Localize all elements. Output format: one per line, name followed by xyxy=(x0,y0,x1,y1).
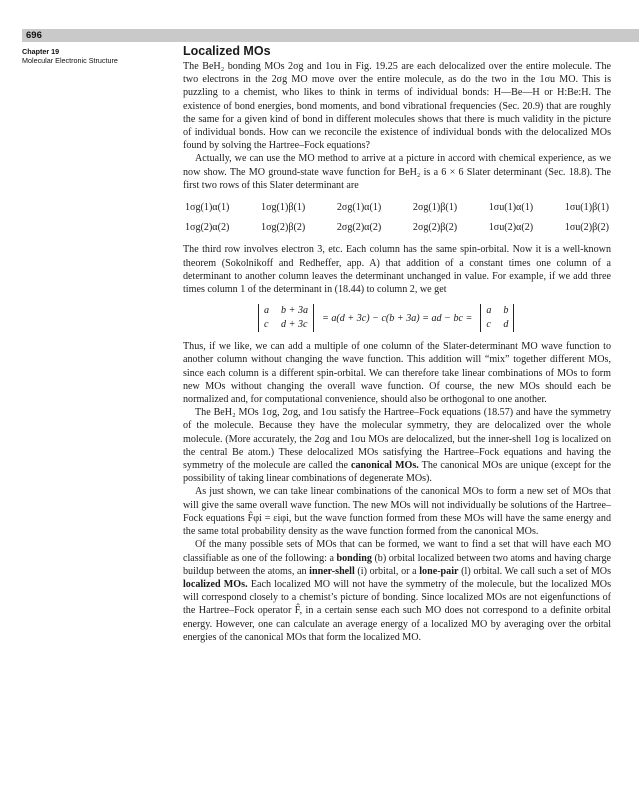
matrix-entry: d xyxy=(503,319,509,331)
term-inner-shell: inner-shell xyxy=(309,565,355,577)
term-canonical-mos: canonical MOs. xyxy=(351,460,419,472)
det-cell: 1σg(2)β(2) xyxy=(261,222,306,234)
det-cell: 1σg(1)α(1) xyxy=(185,202,230,214)
matrix-entry: a xyxy=(486,305,492,317)
determinant-equation xyxy=(258,304,611,332)
section-title: Localized MOs xyxy=(183,44,271,58)
page-number-bar xyxy=(22,29,639,42)
matrix-entry: c xyxy=(486,319,491,331)
paragraph-7: Of the many possible sets of MOs that can be formed, we want to find a set that will have each MO classifiable as one of the following: a bonding (b) orbital localized between two atoms and having charge buildup between the atoms, an inner-shell (i) orbital, or a lone-pair (l) orbital. We call such a set of MOs localized MOs. Each localized MO will not have the symmetry of the molecule, but the localized MOs will correspond closely to a chemist’s picture of bonding. Since localized MOs are not eigenfunctions of the Hartree–Fock operator F̂, in a certain sense each such MO does not correspond to a definite orbital energy. However, one can calculate an average energy of a localized MO by averaging over the orbital energies of the canonical MOs that form the localized MO. xyxy=(183,539,612,643)
det-cell: 1σu(2)β(2) xyxy=(564,222,609,234)
term-lone-pair: lone-pair xyxy=(419,565,459,577)
term-localized-mos: localized MOs. xyxy=(183,578,248,590)
paragraph-1: The BeH₂ bonding MOs 2σg and 1σu in Fig. 19.25 are each delocalized over the entire molecule. The two electrons in the 2σg MO move over the entire molecule, as do the two in the 1σu MO. This is puzzling to a chemist, who likes to think in terms of individual bonds: H—Be—H or H:Be:H. The existence of bond energies, bond moments, and bond vibrational frequencies (Sec. 20.9) that are roughly the same for a given kind of bond in different molecules shows that there is much validity in the picture of individual bonds. How can we reconcile the existence of individual bonds with the delocalized MOs found by solving the Hartree–Fock equations? xyxy=(183,61,611,152)
main-text xyxy=(183,44,611,644)
det-cell: 1σu(2)α(2) xyxy=(488,222,534,234)
det-cell: 2σg(2)α(2) xyxy=(336,222,382,234)
determinant-row-2 xyxy=(185,221,609,234)
chapter-title: Molecular Electronic Structure xyxy=(22,56,118,65)
paragraph-5: The BeH₂ MOs 1σg, 2σg, and 1σu satisfy the Hartree–Fock equations (18.57) and have the symmetry of the molecule. Because they have the molecular symmetry, they are delocalized over the whole molecule. (More accurately, the 2σg and 1σu MOs are delocalized, but the inner-shell 1σg is localized on the central Be atom.) These delocalized MOs satisfying the Hartree–Fock equations and having the symmetry of the molecule are called the canonical MOs. The canonical MOs are unique (except for the possibility of taking linear combinations of degenerate MOs). xyxy=(183,407,611,485)
chapter-sidebar xyxy=(22,47,172,65)
term-bonding: bonding xyxy=(336,552,372,564)
chapter-label: Chapter 19 xyxy=(22,47,60,56)
det-cell: 1σg(2)α(2) xyxy=(185,222,230,234)
matrix-entry: b + 3a xyxy=(281,305,309,317)
matrix-entry: a xyxy=(264,305,270,317)
matrix-entry: c xyxy=(264,319,269,331)
matrix-entry: d + 3c xyxy=(281,319,308,331)
det-cell: 2σg(2)β(2) xyxy=(412,222,458,234)
page-number: 696 xyxy=(26,30,42,41)
equation-expansion: = a(d + 3c) − c(b + 3a) = ad − bc = xyxy=(322,312,473,324)
paragraph-4: Thus, if we like, we can add a multiple of one column of the Slater-determinant MO wave function to another column without changing the wave function. This addition will “mix” together different MOs, since each column is a different spin-orbital. We can therefore take linear combinations of MOs to form new MOs without changing the overall wave function. Of course, the new MOs should each be normalized and, for computational convenience, should also be orthogonal to one another. xyxy=(183,341,611,406)
det-cell: 2σg(1)α(1) xyxy=(336,202,382,214)
paragraph-6: As just shown, we can take linear combinations of the canonical MOs to form a new set of MOs that will give the same overall wave function. The new MOs will not individually be solutions of the Hartree–Fock equations F̂φi = εiφi, but the wave function formed from these MOs will have the same energy and the same total probability density as the wave function formed from the canonical MOs. xyxy=(183,486,611,538)
determinant-row-1 xyxy=(185,201,609,214)
matrix-left xyxy=(258,304,314,332)
matrix-right xyxy=(480,304,514,332)
det-cell: 2σg(1)β(1) xyxy=(412,202,458,214)
paragraph-2: Actually, we can use the MO method to arrive at a picture in accord with chemical experience, as we now show. The MO ground-state wave function for BeH₂ is a 6 × 6 Slater determinant (Sec. 18.8). The first two rows of this Slater determinant are xyxy=(183,153,611,191)
det-cell: 1σg(1)β(1) xyxy=(261,202,306,214)
det-cell: 1σu(1)α(1) xyxy=(488,202,534,214)
det-cell: 1σu(1)β(1) xyxy=(564,202,609,214)
paragraph-3: The third row involves electron 3, etc. Each column has the same spin-orbital. Now it is a well-known theorem (Sokolnikoff and Redheffer, app. A) that addition of a constant times one column of a determinant to another column leaves the determinant unchanged in value. For example, if we add three times column 1 of the determinant in (18.44) to column 2, we get xyxy=(183,244,611,296)
matrix-entry: b xyxy=(503,305,509,317)
